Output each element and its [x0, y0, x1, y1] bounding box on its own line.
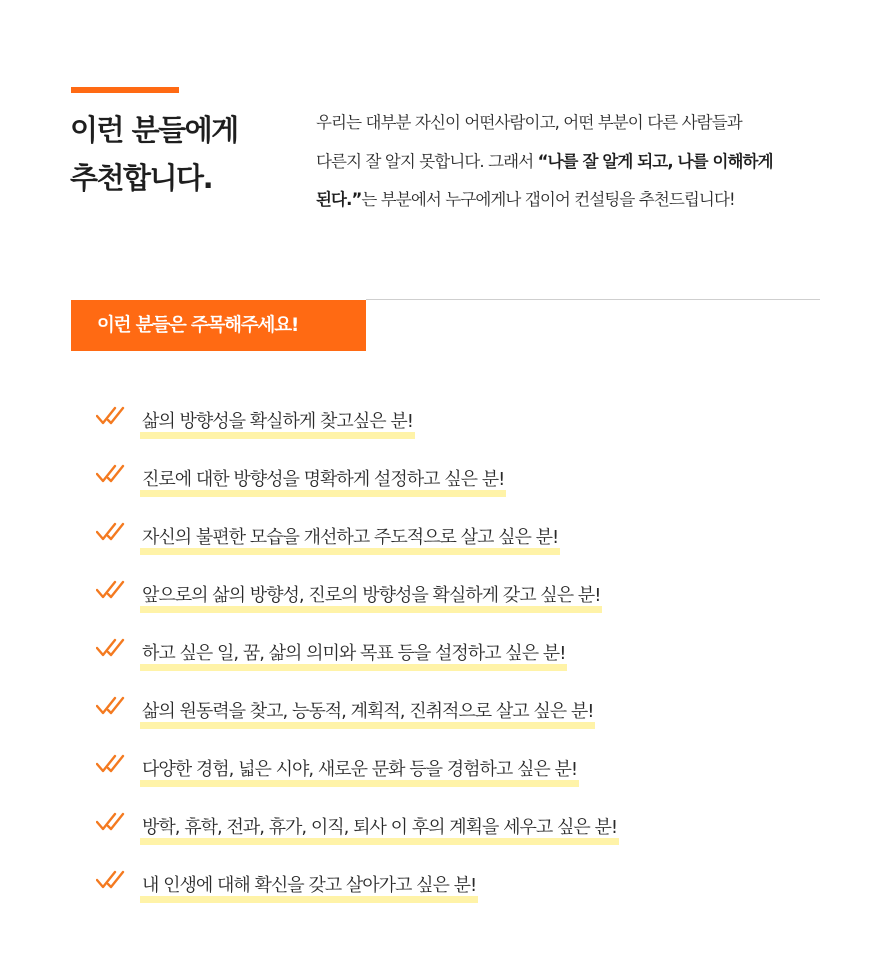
checklist-item [96, 636, 816, 694]
page-title-line-1: 이런 분들에게 [70, 113, 238, 147]
double-check-icon [96, 405, 130, 427]
double-check-icon [96, 753, 130, 775]
checklist-item-text: 자신의 불편한 모습을 개선하고 주도적으로 살고 싶은 분! [140, 524, 560, 555]
checklist-item [96, 752, 816, 810]
intro-line-2 [316, 143, 836, 182]
section-divider [366, 299, 820, 300]
recommendation-checklist [96, 404, 816, 926]
double-check-icon [96, 521, 130, 543]
intro-line-1: 우리는 대부분 자신이 어떤사람이고, 어떤 부분이 다른 사람들과 [316, 113, 742, 132]
double-check-icon [96, 695, 130, 717]
intro-line-3 [316, 181, 836, 220]
checklist-item [96, 578, 816, 636]
checklist-item [96, 404, 816, 462]
checklist-item-text: 내 인생에 대해 확신을 갖고 살아가고 싶은 분! [140, 872, 478, 903]
checklist-item-text: 앞으로의 삶의 방향성, 진로의 방향성을 확실하게 갖고 싶은 분! [140, 582, 602, 613]
page-title [70, 106, 310, 202]
intro-line-2-bold: “나를 잘 알게 되고, 나를 이해하게 [537, 151, 773, 171]
checklist-item-text: 하고 싶은 일, 꿈, 삶의 의미와 목표 등을 설정하고 싶은 분! [140, 640, 567, 671]
page-title-line-2: 추천합니다. [70, 161, 213, 195]
double-check-icon [96, 811, 130, 833]
checklist-item [96, 694, 816, 752]
checklist-item-text: 방학, 휴학, 전과, 휴가, 이직, 퇴사 이 후의 계획을 세우고 싶은 분! [140, 814, 619, 845]
intro-line-2-plain: 다른지 잘 알지 못합니다. 그래서 [316, 151, 538, 171]
checklist-item-text: 다양한 경험, 넓은 시야, 새로운 문화 등을 경험하고 싶은 분! [140, 756, 579, 787]
intro-paragraph [316, 104, 836, 220]
double-check-icon [96, 579, 130, 601]
checklist-item-text: 삶의 방향성을 확실하게 찾고싶은 분! [140, 408, 415, 439]
checklist-item [96, 868, 816, 926]
double-check-icon [96, 637, 130, 659]
checklist-item-text: 진로에 대한 방향성을 명확하게 설정하고 싶은 분! [140, 466, 506, 497]
checklist-item-text: 삶의 원동력을 찾고, 능동적, 계획적, 진취적으로 살고 싶은 분! [140, 698, 595, 729]
checklist-item [96, 462, 816, 520]
checklist-item [96, 810, 816, 868]
intro-line-3-plain: 는 부분에서 누구에게나 갭이어 컨설팅을 추천드립니다! [361, 190, 735, 209]
section-tag: 이런 분들은 주목해주세요! [71, 300, 366, 351]
accent-bar [71, 87, 179, 93]
double-check-icon [96, 463, 130, 485]
checklist-item [96, 520, 816, 578]
intro-line-3-bold: 된다.” [316, 190, 362, 209]
double-check-icon [96, 869, 130, 891]
